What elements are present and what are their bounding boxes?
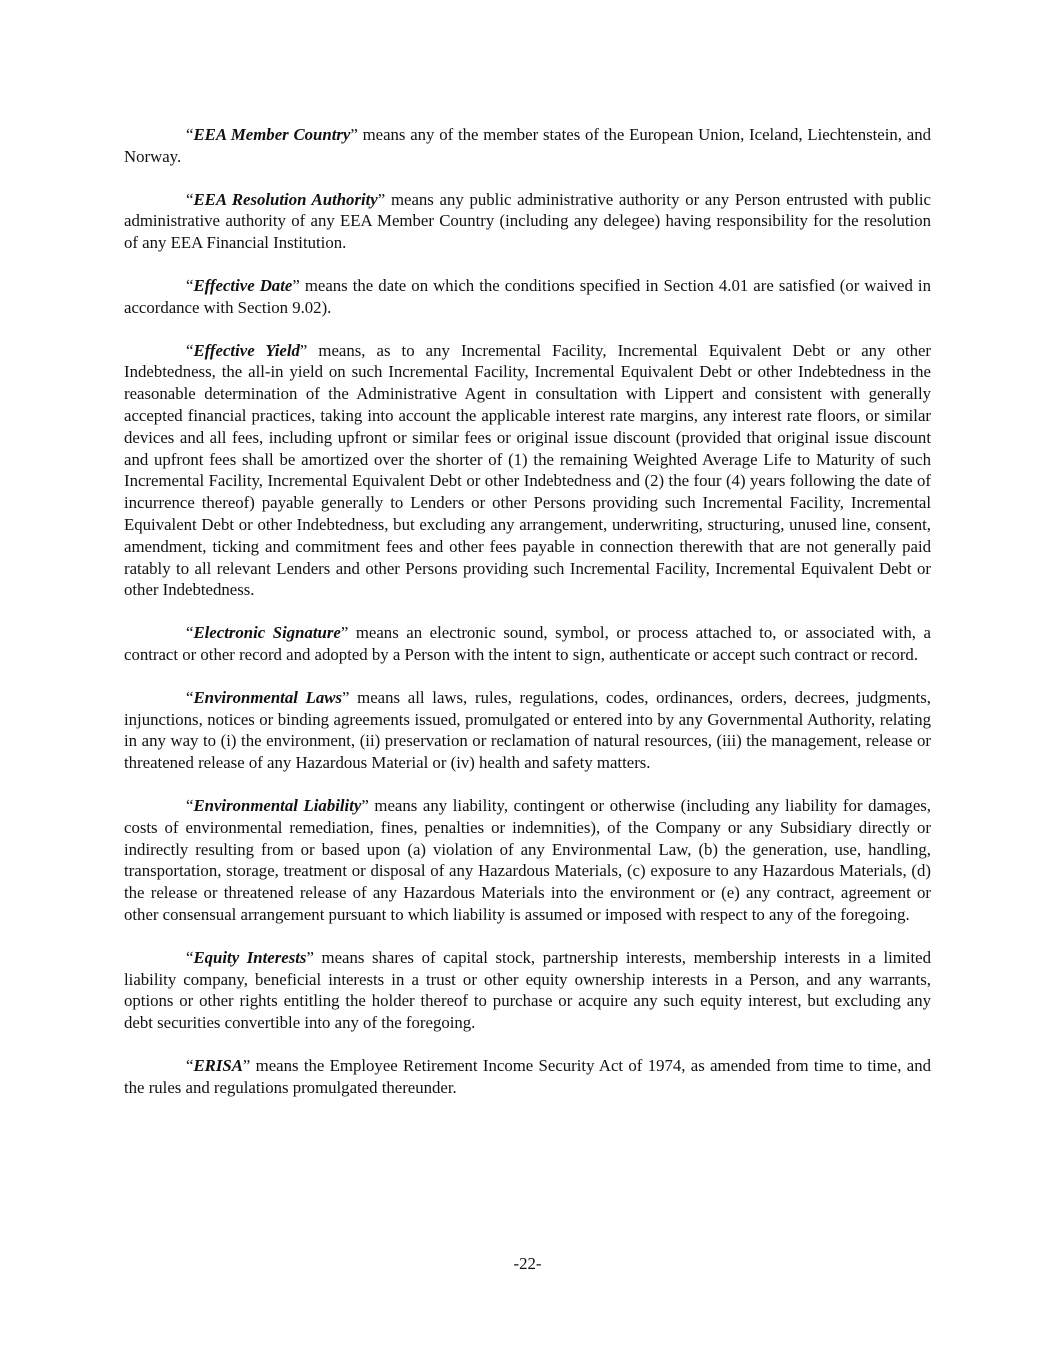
open-quote: “ (186, 623, 194, 643)
page-number: -22- (513, 1254, 542, 1273)
close-quote: ” (350, 125, 358, 144)
definition-text: means an electronic sound, symbol, or process attached to, or associated with, a contract or other record and adopted by a Person with the intent to sign, authenticate or accept such contract or record. (124, 623, 931, 664)
close-quote: ” (361, 795, 369, 815)
definition-eea-member-country (124, 124, 931, 168)
close-quote: ” (306, 947, 314, 967)
open-quote: “ (186, 340, 194, 360)
open-quote: “ (186, 1055, 194, 1075)
definition-text: means the Employee Retirement Income Security Act of 1974, as amended from time to time, and the rules and regulations promulgated thereunder. (124, 1055, 931, 1097)
defined-term: Environmental Liability (193, 795, 362, 815)
defined-term: Electronic Signature (193, 623, 341, 643)
defined-term: Effective Yield (193, 340, 300, 360)
defined-term: ERISA (193, 1055, 243, 1075)
open-quote: “ (186, 189, 194, 209)
definition-text: means any liability, contingent or otherwise (including any liability for damages, costs of environmental remediation, fines, penalties or indemnities), of the Company or any Subsidiary directly or indirectly resulting from or based upon (a) violation of any Environmental Law, (b) the generation, use, handling, transportation, storage, treatment or disposal of any Hazardous Materials, (c) exposure to any Hazardous Materials, (d) the release or threatened release of any Hazardous Materials into the environment or (e) any contract, agreement or other consensual arrangement pursuant to which liability is assumed or imposed with respect to any of the foregoing. (124, 795, 931, 924)
defined-term: Equity Interests (193, 947, 307, 967)
defined-term: EEA Member Country (193, 125, 351, 144)
definition-effective-yield (124, 340, 931, 602)
close-quote: ” (340, 623, 349, 643)
definition-text: means the date on which the conditions specified in Section 4.01 are satisfied (or waived in accordance with Section 9.02). (124, 275, 931, 317)
open-quote: “ (186, 795, 194, 815)
open-quote: “ (186, 125, 194, 144)
definition-text: means, as to any Incremental Facility, Incremental Equivalent Debt or any other Indebtedness, the all-in yield on such Incremental Facility, Incremental Equivalent Debt or other Indebtedness in the reasonable determination of the Administrative Agent in consultation with Lippert and consistent with generally accepted financial practices, taking into account the applicable interest rate margins, any interest rate floors, or similar devices and all fees, including upfront or similar fees or original issue discount (provided that original issue discount and upfront fees shall be amortized over the shorter of (1) the remaining Weighted Average Life to Maturity of such Incremental Facility, Incremental Equivalent Debt or other Indebtedness and (2) the four (4) years following the date of incurrence thereof) payable generally to Lenders or other Persons providing such Incremental Facility, Incremental Equivalent Debt or other Indebtedness, but excluding any arrangement, underwriting, structuring, unused line, consent, amendment, ticking and commitment fees and other fees payable in connection therewith that are not generally paid ratably to all relevant Lenders and other Persons providing such Incremental Facility, Incremental Equivalent Debt or other Indebtedness. (124, 340, 931, 600)
definition-environmental-laws (124, 687, 931, 774)
defined-term: Effective Date (193, 275, 293, 295)
definition-electronic-signature (124, 622, 931, 666)
defined-term: EEA Resolution Authority (193, 189, 378, 209)
definition-text: means shares of capital stock, partnership interests, membership interests in a limited liability company, beneficial interests in a trust or other equity ownership interests in a Person, and any warrants, options or other rights entitling the holder thereof to purchase or acquire any such equity interest, but excluding any debt securities convertible into any of the foregoing. (124, 947, 932, 1033)
definition-equity-interests (124, 947, 931, 1034)
definition-text: means all laws, rules, regulations, codes, ordinances, orders, decrees, judgments, injunctions, notices or binding agreements issued, promulgated or entered into by any Governmental Authority, relating in any way to (i) the environment, (ii) preservation or reclamation of natural resources, (iii) the management, release or threatened release of any Hazardous Material or (iv) health and safety matters. (124, 687, 931, 773)
document-body (124, 124, 931, 1119)
open-quote: “ (186, 687, 194, 707)
close-quote: ” (292, 275, 300, 295)
definition-eea-resolution-authority (124, 189, 931, 254)
close-quote: ” (342, 687, 350, 707)
definition-effective-date (124, 275, 931, 319)
definition-text: means any of the member states of the European Union, Iceland, Liechtenstein, and Norway. (124, 125, 931, 166)
open-quote: “ (186, 947, 194, 967)
definition-erisa (124, 1055, 931, 1099)
definition-environmental-liability (124, 795, 931, 926)
defined-term: Environmental Laws (193, 687, 342, 707)
close-quote: ” (299, 340, 308, 360)
open-quote: “ (186, 275, 194, 295)
close-quote: ” (377, 189, 386, 209)
definition-text: means any public administrative authority or any Person entrusted with public administrative authority of any EEA Member Country (including any delegee) having responsibility for the resolution of any EEA Financial Institution. (124, 189, 931, 253)
close-quote: ” (242, 1055, 251, 1075)
